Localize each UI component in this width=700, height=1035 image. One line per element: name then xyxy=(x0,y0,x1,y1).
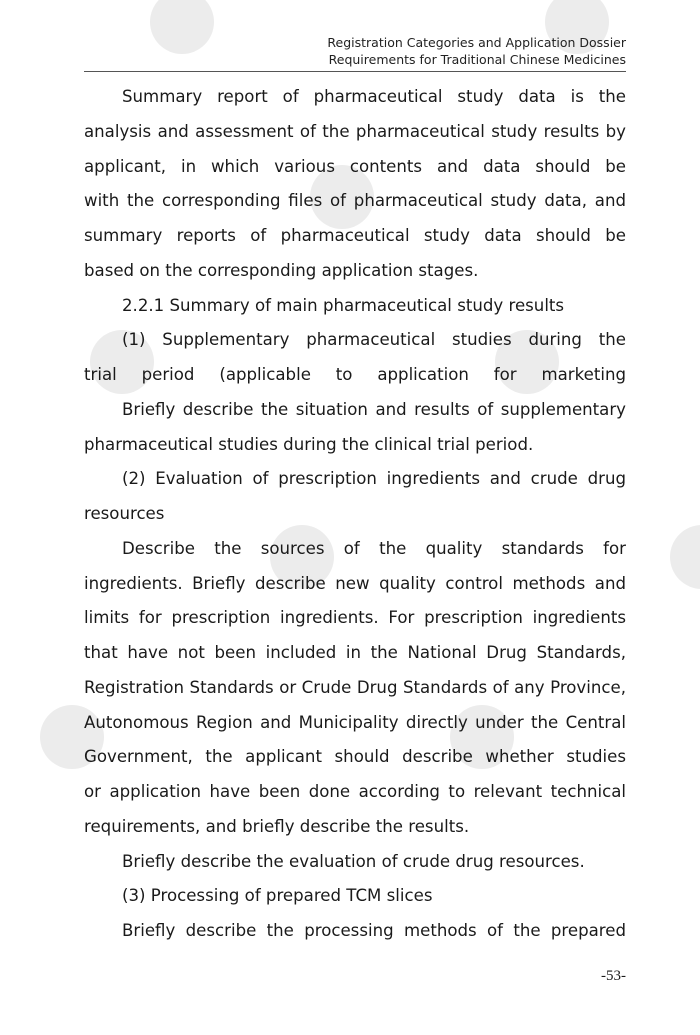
paragraph xyxy=(84,323,626,393)
text-line: Briefly describe the situation and results of supplementary xyxy=(122,399,626,419)
text-line: Describe the sources of the quality standards for xyxy=(122,538,626,558)
paragraph xyxy=(84,845,626,880)
text-line: Briefly describe the evaluation of crude drug resources. xyxy=(122,851,585,871)
text-line: Government, the applicant should describe whether studies xyxy=(84,747,626,767)
text-line: Briefly describe the processing methods of the prepared xyxy=(122,921,626,940)
text-line: Autonomous Region and Municipality directly under the Central xyxy=(84,712,626,732)
paragraph xyxy=(84,879,626,914)
text-line: requirements, and briefly describe the results. xyxy=(84,816,470,836)
header-line-2: Requirements for Traditional Chinese Medicines xyxy=(328,52,626,67)
paragraph xyxy=(84,532,626,845)
document-body xyxy=(84,80,626,949)
paragraph xyxy=(84,289,626,324)
paragraph xyxy=(84,393,626,463)
paragraph xyxy=(84,80,626,289)
text-line: applicant, in which various contents and data should be xyxy=(84,156,626,176)
text-line: (1) Supplementary pharmaceutical studies during the xyxy=(122,330,626,350)
text-line: based on the corresponding application stages. xyxy=(84,260,479,280)
text-line: analysis and assessment of the pharmaceutical study results by xyxy=(84,121,626,141)
text-line: or application have been done according to relevant technical xyxy=(84,782,626,801)
text-line: 2.2.1 Summary of main pharmaceutical study results xyxy=(122,295,565,315)
text-line: trial period (applicable to application for marketing xyxy=(84,365,626,384)
text-line: (2) Evaluation of prescription ingredients and crude drug xyxy=(122,469,626,489)
text-line: summary reports of pharmaceutical study data should be xyxy=(84,226,626,245)
text-line: limits for prescription ingredients. For prescription ingredients xyxy=(84,608,626,628)
running-header xyxy=(327,34,626,68)
text-line: (3) Processing of prepared TCM slices xyxy=(122,886,433,906)
header-rule xyxy=(84,71,626,72)
page-number: -53- xyxy=(601,968,626,984)
text-line: with the corresponding files of pharmaceutical study data, and xyxy=(84,191,626,211)
text-line: ingredients. Briefly describe new quality control methods and xyxy=(84,573,626,593)
text-line: that have not been included in the National Drug Standards, xyxy=(84,643,626,662)
paragraph xyxy=(84,914,626,949)
header-line-1: Registration Categories and Application Dossier xyxy=(327,35,626,50)
text-line: pharmaceutical studies during the clinical trial period. xyxy=(84,434,534,454)
watermark-seal xyxy=(150,0,214,54)
watermark-seal xyxy=(670,525,700,589)
text-line: resources xyxy=(84,504,165,523)
text-line: Registration Standards or Crude Drug Standards of any Province, xyxy=(84,677,626,697)
text-line: Summary report of pharmaceutical study data is the xyxy=(122,87,626,106)
paragraph xyxy=(84,462,626,532)
